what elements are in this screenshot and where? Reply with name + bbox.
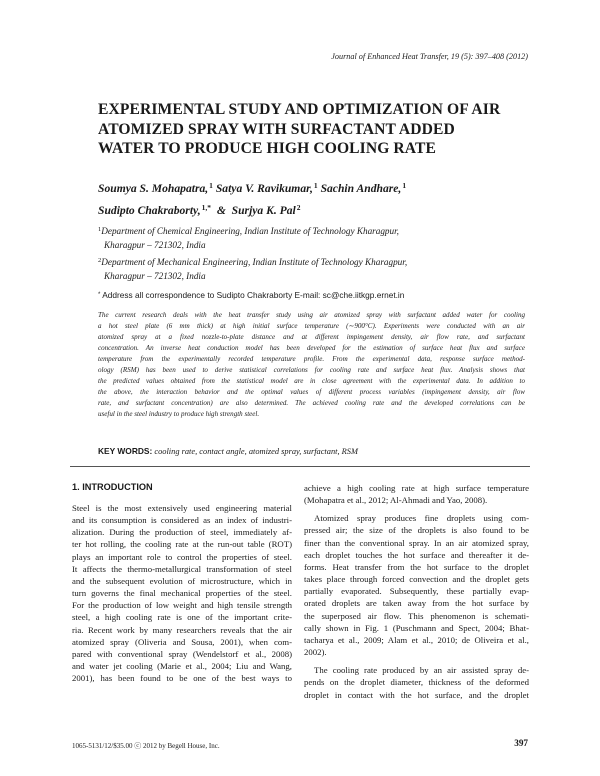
right-column [304, 482, 529, 701]
body-line: ria. Recent work by many researchers reveals that the air [72, 624, 292, 635]
abstract-line: ology (RSM) has been used to derive statistical correlations for cooling rate and surface heat flux. Analysis shows that [98, 366, 525, 375]
body-line: finer than the conventional spray. In an air atomized spray, [304, 537, 529, 548]
body-line: Atomized spray produces fine droplets using com- [314, 513, 529, 524]
author-affiliation-mark: 1 [313, 181, 318, 190]
title-line: ATOMIZED SPRAY WITH SURFACTANT ADDED [98, 120, 455, 138]
author-affiliation-mark: 1,* [201, 203, 212, 212]
abstract-line: rate, and surfactant concentration) are also determined. The achieved cooling rate and the developed correlations can be [98, 399, 525, 408]
body-line: It affects the thermo-metallurgical transformation of steel [72, 563, 292, 574]
paper-title [98, 100, 518, 159]
author-line [98, 176, 518, 198]
body-line: the superposed air flow. This phenomenon is schemati- [304, 610, 529, 621]
author-name: Surjya K. Pal [231, 204, 296, 217]
body-line: atomized spray (Oliveria and Sousa, 2001), when com- [72, 636, 292, 647]
author-affiliation-mark: 1 [209, 181, 213, 190]
author-name: Sachin Andhare, [320, 182, 402, 195]
affiliation-mark: 2 [98, 257, 102, 264]
copyright-footer: 1065-5131/12/$35.00 ⓒ 2012 by Begell House, Inc. [72, 742, 220, 750]
keywords-label: KEY WORDS: [98, 446, 153, 456]
abstract-line: useful in the steel industry to produce high strength steel. [98, 410, 260, 419]
body-line: pressed air; the size of the droplets is also found to be [304, 525, 529, 536]
author-affiliation-mark: 2 [296, 203, 301, 212]
section-divider [70, 466, 530, 467]
author-name: Soumya S. Mohapatra, [98, 182, 209, 195]
keywords [98, 446, 525, 456]
title-line: WATER TO PRODUCE HIGH COOLING RATE [98, 140, 436, 157]
body-line: Steel is the most extensively used engineering material [72, 503, 292, 513]
correspondence-mark: * [98, 292, 101, 298]
author-list [98, 176, 518, 220]
body-line: and water jet cooling (Marie et al., 2004; Liu and Wang, [72, 661, 292, 672]
body-line: droplet in contact with the hot surface, and the droplet [304, 689, 529, 700]
journal-reference: Journal of Enhanced Heat Transfer, 19 (5): 397–408 (2012) [331, 52, 528, 61]
author-name: Sudipto Chakraborty, [98, 204, 201, 217]
correspondence-text: Address all correspondence to Sudipto Chakraborty E-mail: sc@che.iitkgp.ernet.in [102, 290, 405, 300]
body-line: (Mohapatra et al., 2012; Al-Ahmadi and Yao, 2008). [304, 495, 488, 506]
correspondence-note [98, 290, 518, 300]
body-line: alization. During the production of steel, immediately af- [72, 527, 292, 538]
body-line: and the subsequent evolution of microstructure, which in [72, 575, 292, 586]
affiliation-department: Department of Chemical Engineering, Indian Institute of Technology Kharagpur, [101, 226, 399, 236]
title-line: EXPERIMENTAL STUDY AND OPTIMIZATION OF AIR [98, 101, 501, 118]
abstract-line: concentration. An inverse heat conduction model has been developed for the estimation of surface heat flux and surface [98, 344, 525, 353]
body-line: each droplet touches the hot surface and thereafter it de- [304, 549, 529, 560]
body-line: ter hot rolling, the cooling rate at the run-out table (ROT) [72, 539, 292, 550]
affiliation-mark: 1 [98, 226, 102, 233]
affiliation [98, 254, 518, 283]
abstract-line: the above, the interaction behavior and the optimal values of different process variables (impingement density, air flow [98, 388, 525, 397]
abstract-line: temperature from the experimentally recorded temperature profile. From the experimental data, response surface method- [98, 355, 525, 364]
affiliation-department: Department of Mechanical Engineering, Indian Institute of Technology Kharagpur, [101, 257, 408, 267]
author-line [98, 198, 518, 220]
body-line: The cooling rate produced by an air assisted spray de- [314, 665, 529, 676]
body-line: forms. Heat transfer from the hot surface to the droplet [304, 561, 529, 572]
body-line: pends on the droplet diameter, thickness of the deformed [304, 677, 529, 688]
body-line: cally shown in Fig. 1 (Puschmann and Spect, 2004; Bhat- [304, 622, 529, 633]
body-line: turn governs the final mechanical properties of the steel. [72, 588, 292, 599]
body-line: 2002). [304, 647, 327, 658]
author-name: Satya V. Ravikumar, [215, 182, 313, 195]
author-affiliation-mark: 1 [402, 181, 407, 190]
body-line: orated droplets are taken away from the hot surface by [304, 598, 529, 609]
affiliation-address: Kharagpur – 721302, India [104, 240, 206, 250]
body-line: partially evaporated. Subsequently, these partially evap- [304, 586, 529, 597]
abstract-line: atomized spray at a fixed nozzle-to-plate distance and at different impingement density, air flow rate, and surfactant [98, 333, 525, 342]
affiliation-address: Kharagpur – 721302, India [104, 271, 206, 281]
body-line: tacharya et al., 2009; Alam et al., 2010; de Oliveira et al., [304, 634, 529, 645]
abstract-line: a hot steel plate (6 mm thick) at high initial surface temperature (∼900°C). Experiments were conducted with an air [98, 322, 525, 331]
author-separator: & [216, 204, 226, 217]
body-line: pared with conventional spray (Wendelstorf et al., 2008) [72, 648, 292, 659]
body-line: For the production of low weight and high tensile strength [72, 600, 292, 611]
body-line: plays an important role to control the properties of steel. [72, 551, 292, 562]
left-column [72, 502, 292, 684]
body-line: achieve a high cooling rate at high surface temperature [304, 483, 529, 493]
affiliation [98, 223, 518, 252]
body-line: and its consumption is considered as an index of industri- [72, 515, 292, 526]
abstract-line: The current research deals with the heat transfer study using air atomized spray with surfactant added water for cooling [98, 311, 525, 319]
abstract-line: the predicted values obtained from the statistical model are in close agreement with the experimental data. In addition to [98, 377, 525, 386]
keywords-text: cooling rate, contact angle, atomized spray, surfactant, RSM [154, 447, 358, 456]
body-line: takes place through forced convection and the droplet gets [304, 574, 529, 585]
body-line: 2001), has been found to be one of the best ways to [72, 673, 292, 684]
abstract [98, 310, 525, 420]
page-number: 397 [514, 738, 528, 748]
body-line: steel, a high cooling rate is one of the important crite- [72, 612, 292, 623]
section-heading: 1. INTRODUCTION [72, 482, 153, 492]
